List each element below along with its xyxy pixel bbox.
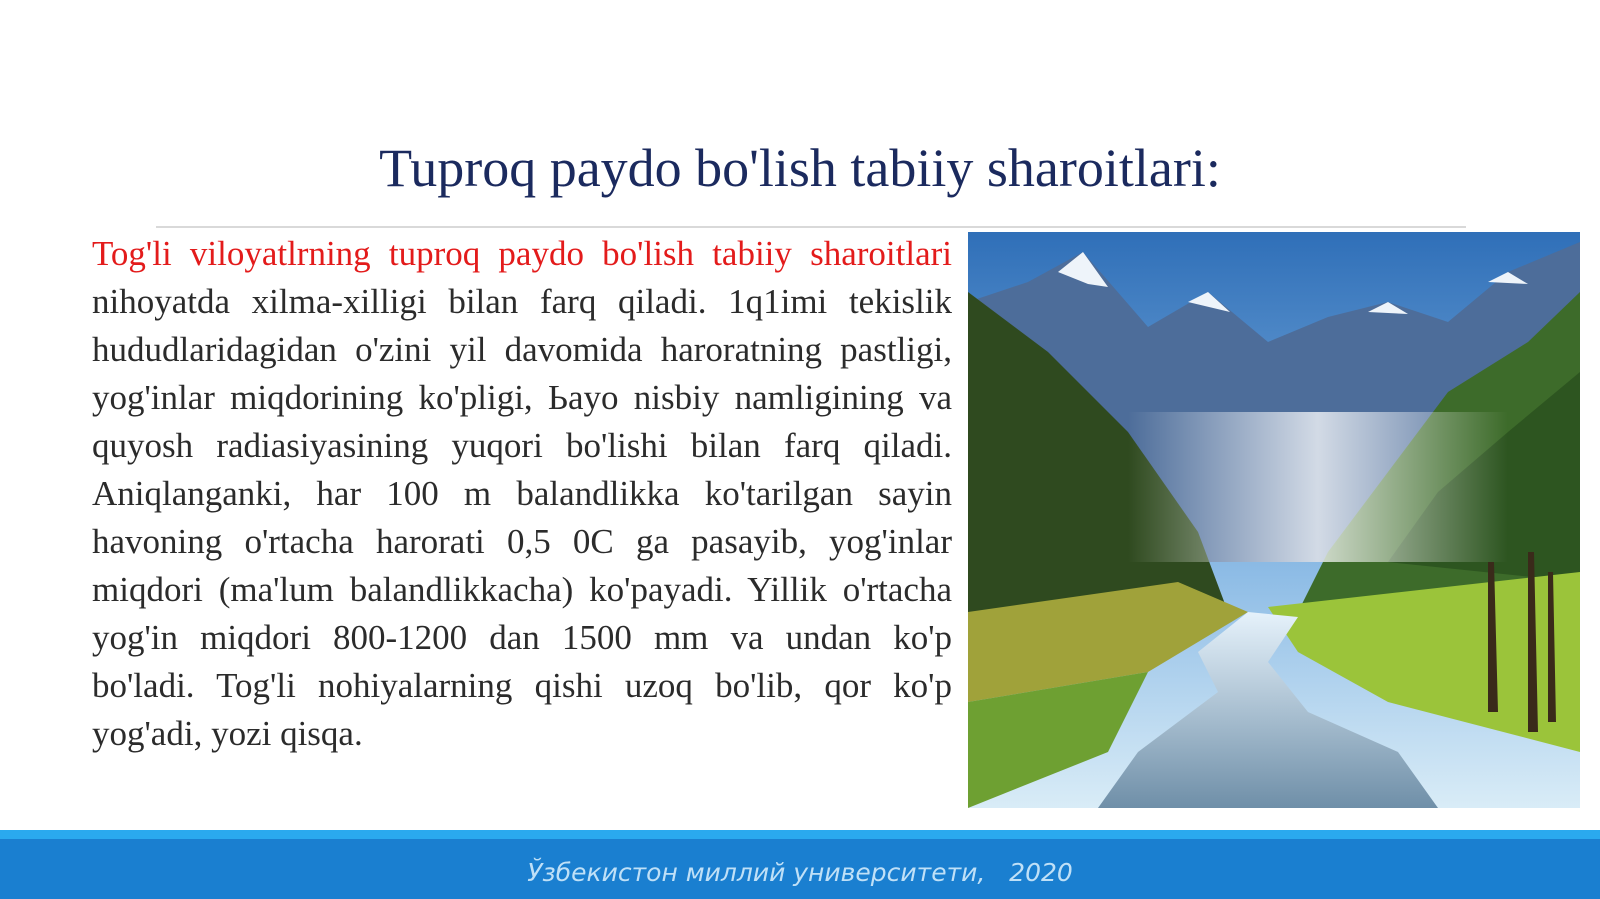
paragraph-lead: Tog'li viloyatlrning tuproq paydo bo'lish tabiiy sharoitlari	[92, 234, 952, 273]
paragraph-rest: nihoyatda xilma-xilligi bilan farq qiladi. 1q1imi tekislik hududlaridagidan o'zini yil davomida haroratning pastligi, yog'inlar miqdorining ko'pligi, Ьayo nisbiy namligining va quyosh radiasiyasining yuqori bo'lishi bilan farq qiladi. Aniqlanganki, har 100 m balandlikka ko'tarilgan sayin havoning o'rtacha harorati 0,5 0C ga pasayib, yog'inlar miqdori (ma'lum balandlikkacha) ko'payadi. Yillik o'rtacha yog'in miqdori 800-1200 dan 1500 mm va undan ko'p bo'ladi. Tog'li nohiyalarning qishi uzoq bo'lib, qor ko'p yog'adi, yozi qisqa.	[92, 282, 952, 753]
body-paragraph	[92, 230, 952, 758]
footer-accent-stripe	[0, 830, 1600, 839]
mountain-valley-photo	[968, 232, 1580, 808]
footer-text: Ўзбекистон миллий университети, 2020	[527, 858, 1073, 887]
title-divider	[156, 226, 1466, 228]
slide-title: Tuproq paydo bo'lish tabiiy sharoitlari:	[379, 138, 1221, 198]
landscape-illustration	[968, 232, 1580, 808]
